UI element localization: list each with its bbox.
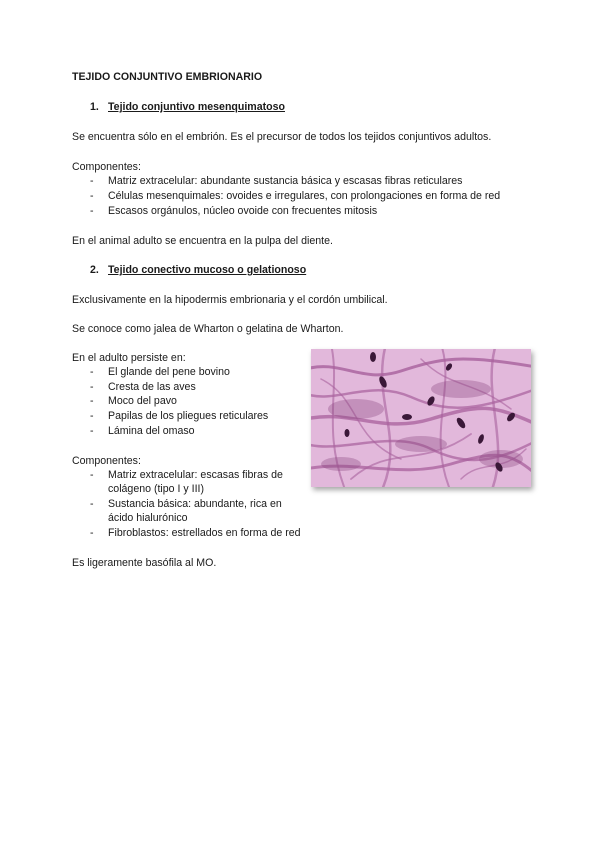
list-item bbox=[90, 381, 196, 394]
list-item bbox=[90, 469, 283, 482]
list-item bbox=[90, 395, 177, 408]
bullet-dash: - bbox=[90, 190, 94, 202]
section2-number: 2. bbox=[90, 264, 99, 276]
section2-aka: Se conoce como jalea de Wharton o gelatina de Wharton. bbox=[72, 323, 344, 335]
list-item-text: Matriz extracelular: escasas fibras de bbox=[108, 469, 283, 481]
bullet-dash: - bbox=[90, 527, 94, 539]
bullet-dash: - bbox=[90, 381, 94, 393]
list-item-text: El glande del pene bovino bbox=[108, 366, 230, 378]
bullet-dash: - bbox=[90, 366, 94, 378]
list-item-text: Sustancia básica: abundante, rica en bbox=[108, 498, 282, 510]
list-item-text: Moco del pavo bbox=[108, 395, 177, 407]
list-item bbox=[90, 425, 195, 438]
bullet-dash: - bbox=[90, 395, 94, 407]
section2-adult-label: En el adulto persiste en: bbox=[72, 352, 186, 364]
list-item bbox=[90, 527, 301, 540]
list-item-text: Células mesenquimales: ovoides e irregulares, con prolongaciones en forma de red bbox=[108, 190, 501, 202]
list-item-continuation: colágeno (tipo I y III) bbox=[108, 483, 204, 495]
bullet-dash: - bbox=[90, 498, 94, 510]
list-item bbox=[90, 498, 282, 511]
section2-heading bbox=[90, 264, 306, 277]
document-title: TEJIDO CONJUNTIVO EMBRIONARIO bbox=[72, 71, 263, 83]
section1-adult-note: En el animal adulto se encuentra en la pulpa del diente. bbox=[72, 235, 333, 247]
list-item-continuation: ácido hialurónico bbox=[108, 512, 188, 524]
list-item-text: Cresta de las aves bbox=[108, 381, 196, 393]
section2-location: Exclusivamente en la hipodermis embrionaria y el cordón umbilical. bbox=[72, 294, 388, 306]
bullet-dash: - bbox=[90, 410, 94, 422]
section2-components-label: Componentes: bbox=[72, 455, 141, 467]
section1-number: 1. bbox=[90, 101, 99, 113]
list-item bbox=[90, 410, 268, 423]
bullet-dash: - bbox=[90, 205, 94, 217]
list-item bbox=[90, 366, 230, 379]
list-item-text: Fibroblastos: estrellados en forma de red bbox=[108, 527, 301, 539]
list-item-text: Escasos orgánulos, núcleo ovoide con frecuentes mitosis bbox=[108, 205, 378, 217]
list-item-text: Papilas de los pliegues reticulares bbox=[108, 410, 269, 422]
section1-title: Tejido conjuntivo mesenquimatoso bbox=[108, 101, 285, 113]
section1-heading bbox=[90, 101, 285, 114]
section1-components-label: Componentes: bbox=[72, 161, 141, 173]
bullet-dash: - bbox=[90, 175, 94, 187]
section2-closing: Es ligeramente basófila al MO. bbox=[72, 557, 217, 569]
section1-intro: Se encuentra sólo en el embrión. Es el precursor de todos los tejidos conjuntivos adultos. bbox=[72, 131, 492, 143]
list-item bbox=[90, 175, 462, 188]
list-item bbox=[90, 190, 500, 203]
list-item-text: Lámina del omaso bbox=[108, 425, 195, 437]
list-item-text: Matriz extracelular: abundante sustancia básica y escasas fibras reticulares bbox=[108, 175, 463, 187]
histology-micrograph-image bbox=[311, 349, 531, 487]
bullet-dash: - bbox=[90, 425, 94, 437]
section2-title: Tejido conectivo mucoso o gelationoso bbox=[108, 264, 307, 276]
list-item bbox=[90, 205, 377, 218]
bullet-dash: - bbox=[90, 469, 94, 481]
